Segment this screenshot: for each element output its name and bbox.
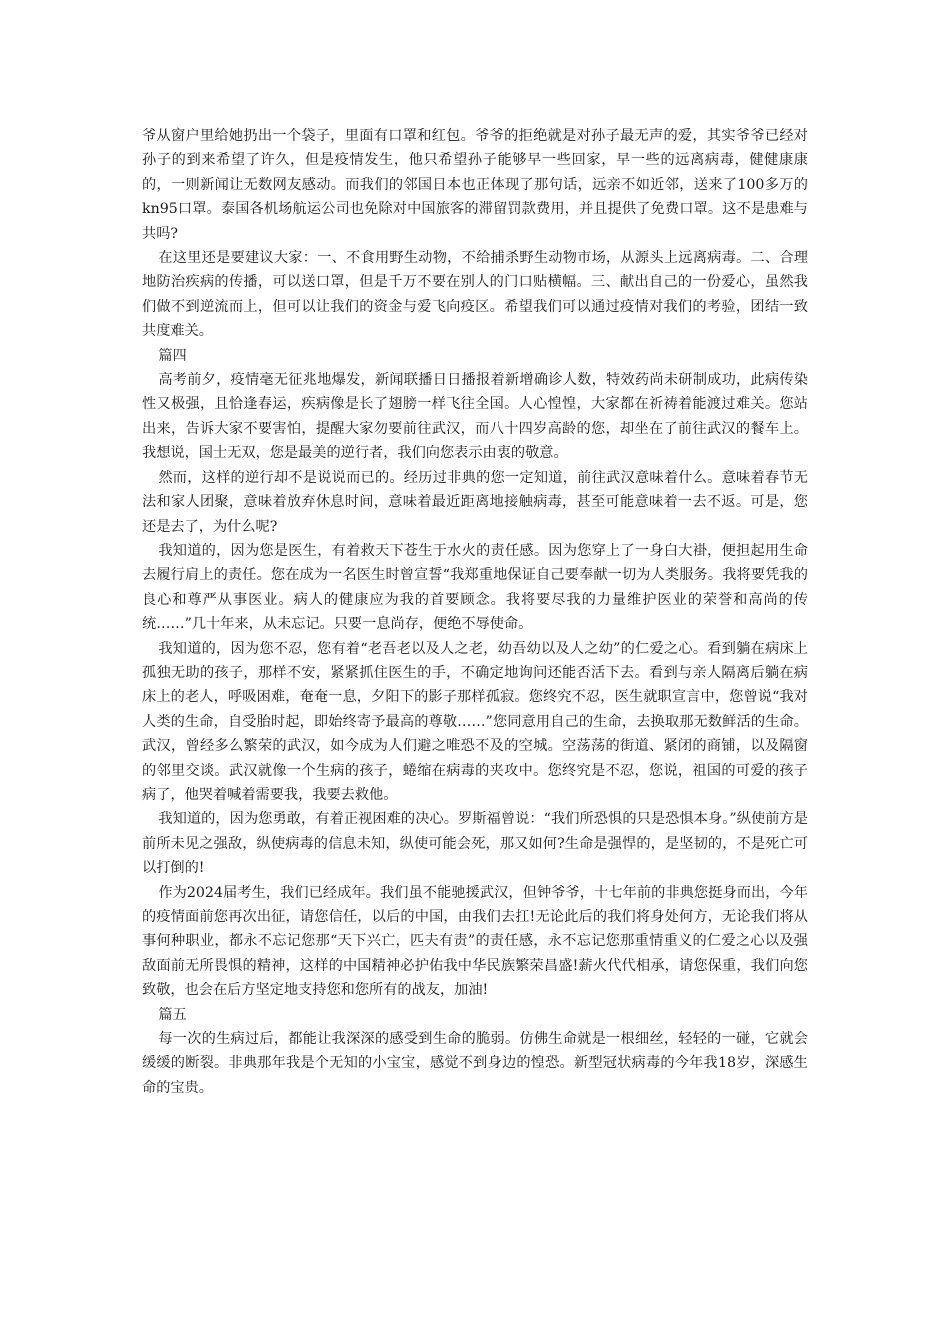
paragraph-continued: 爷从窗户里给她扔出一个袋子，里面有口罩和红包。爷爷的拒绝就是对孙子最无声的爱，其实爷爷已经对孙子的到来希望了许久，但是疫情发生，他只希望孙子能够早一些回家，早一些的远离病毒，健健康康的，一则新闻让无数网友感动。而我们的邻国日本也正体现了那句话，远亲不如近邻，送来了100多万的kn95口罩。泰国各机场航运公司也免除对中国旅客的滞留罚款费用，并且提供了免费口罩。这不是患难与共吗? (142, 128, 808, 242)
paragraph: 每一次的生病过后，都能让我深深的感受到生命的脆弱。仿佛生命就是一根细丝，轻轻的一碰，它就会缓缓的断裂。非典那年我是个无知的小宝宝，感觉不到身边的惶恐。新型冠状病毒的今年我18岁，深感生命的宝贵。 (142, 1031, 808, 1096)
paragraph: 作为2024届考生，我们已经成年。我们虽不能驰援武汉，但钟爷爷，十七年前的非典您挺身而出，今年的疫情面前您再次出征，请您信任，以后的中国，由我们去扛!无论此后的我们将身处何方，无论我们将从事何种职业，都永不忘记您那“天下兴亡，匹夫有责”的责任感，永不忘记您那重情重义的仁爱之心以及强敌面前无所畏惧的精神，这样的中国精神必护佑我中华民族繁荣昌盛!薪火代代相承，请您保重，我们向您致敬，也会在后方坚定地支持您和您所有的战友，加油! (142, 884, 808, 999)
paragraph-suggestions: 在这里还是要建议大家：一、不食用野生动物，不给捕杀野生动物市场，从源头上远离病毒。二、合理地防治疾病的传播，可以送口罩，但是千万不要在别人的门口贴横幅。三、献出自己的一份爱心，虽然我们做不到逆流而上，但可以让我们的资金与爱飞向疫区。希望我们可以通过疫情对我们的考验，团结一致共度难关。 (142, 250, 808, 340)
paragraph: 然而，这样的逆行却不是说说而已的。经历过非典的您一定知道，前往武汉意味着什么。意味着春节无法和家人团聚，意味着放弃休息时间，意味着最近距离地接触病毒，甚至可能意味着一去不返。可是，您还是去了，为什么呢? (142, 469, 808, 535)
section-heading-5: 篇五 (158, 1006, 187, 1023)
paragraph: 我知道的，因为您不忍，您有着“老吾老以及人之老，幼吾幼以及人之幼”的仁爱之心。看到躺在病床上孤独无助的孩子，那样不安，紧紧抓住医生的手，不确定地询问还能否活下去。看到与亲人隔离后躺在病床上的老人，呼吸困难，奄奄一息，夕阳下的影子那样孤寂。您终究不忍，医生就职宣言中，您曾说“我对人类的生命，自受胎时起，即始终寄予最高的尊敬……”您同意用自己的生命，去换取那无数鲜活的生命。武汉，曾经多么繁荣的武汉，如今成为人们避之唯恐不及的空城。空荡荡的街道、紧闭的商铺，以及隔窗的邻里交谈。武汉就像一个生病的孩子，蜷缩在病毒的夹攻中。您终究是不忍，您说，祖国的可爱的孩子病了，他哭着喊着需要我，我要去救他。 (142, 640, 808, 803)
document-body (142, 124, 808, 1100)
section-heading-4: 篇四 (158, 347, 187, 364)
paragraph: 我知道的，因为您勇敢，有着正视困难的决心。罗斯福曾说：“我们所恐惧的只是恐惧本身。”纵使前方是前所未见之强敌，纵使病毒的信息未知，纵使可能会死，那又如何?生命是强悍的，是坚韧的，不是死亡可以打倒的! (142, 811, 808, 877)
paragraph: 高考前夕，疫情毫无征兆地爆发，新闻联播日日播报着新增确诊人数，特效药尚未研制成功，此病传染性又极强，且恰逢春运，疾病像是长了翅膀一样飞往全国。人心惶惶，大家都在祈祷着能渡过难关。您站出来，告诉大家不要害怕，提醒大家勿要前往武汉，而八十四岁高龄的您，却坐在了前往武汉的餐车上。我想说，国士无双，您是最美的逆行者，我们向您表示由衷的敬意。 (142, 372, 808, 462)
paragraph: 我知道的，因为您是医生，有着救天下苍生于水火的责任感。因为您穿上了一身白大褂，便担起用生命去履行肩上的责任。您在成为一名医生时曾宣誓“我郑重地保证自己要奉献一切为人类服务。我将要凭我的良心和尊严从事医业。病人的健康应为我的首要顾念。我将要尽我的力量维护医业的荣誉和高尚的传统……”几十年来，从未忘记。只要一息尚存，便绝不辱使命。 (142, 542, 808, 633)
